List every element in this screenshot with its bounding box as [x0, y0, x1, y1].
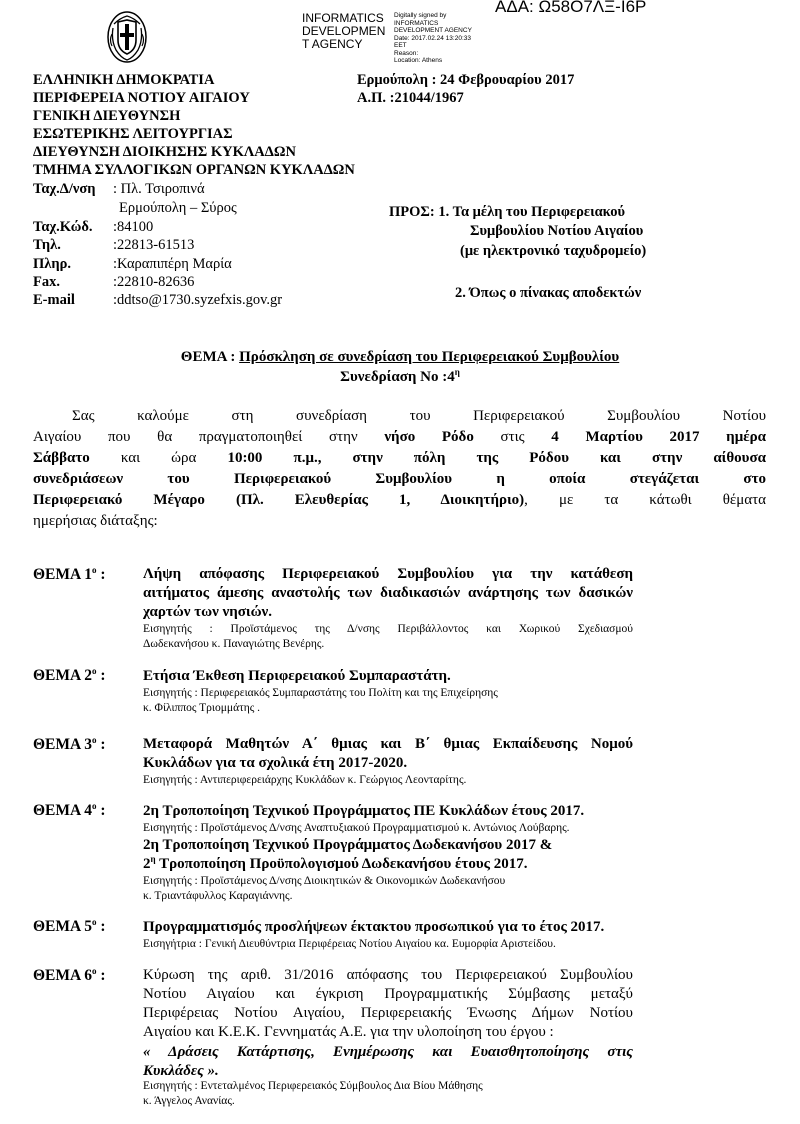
document-date: Ερμούπολη : 24 Φεβρουαρίου 2017 — [357, 72, 575, 88]
item-rapporteur: Εισηγητής : Περιφερειακός Συμπαραστάτης του Πολίτη και της Επιχείρησης — [143, 687, 498, 699]
item-title-line: Κυκλάδες ». — [143, 1063, 219, 1079]
item-title-line: « Δράσεις Κατάρτισης, Ενημέρωσης και Ευαισθητοποίησης στις — [143, 1044, 633, 1060]
item-label-sup: ο — [92, 565, 97, 575]
item-rapporteur: Εισηγητής : Εντεταλμένος Περιφερειακός Σύμβουλος Δια Βίου Μάθησης — [143, 1080, 483, 1092]
item-rapporteur: Εισηγητής : Αντιπεριφερειάρχης Κυκλάδων κ. Γεώργιος Λεονταρίτης. — [143, 774, 467, 786]
item-label-text: ΘΕΜΑ 1 — [33, 566, 92, 583]
item-label-text: ΘΕΜΑ 2 — [33, 667, 92, 684]
address-value: : Πλ. Τσιροπινά — [113, 181, 205, 197]
signature-organization — [302, 12, 385, 51]
intro-line — [33, 448, 766, 468]
intro-text: Αιγαίου που θα πραγματοποιηθεί στην — [33, 429, 385, 445]
signature-detail-line: Location: Athens — [394, 57, 443, 64]
postcode-value: :84100 — [113, 219, 154, 235]
intro-text: , με τα κάτωθι θέματα — [524, 492, 767, 508]
recipients-line: 2. Όπως ο πίνακας αποδεκτών — [455, 285, 642, 301]
signature-detail-line: EET — [394, 42, 407, 49]
signature-detail-line: Date: 2017.02.24 13:20:33 — [394, 34, 471, 42]
postcode-label: Ταχ.Κώδ. — [33, 219, 93, 235]
session-line — [0, 369, 800, 386]
signature-detail-line: Reason: — [394, 49, 419, 57]
intro-line: Σας καλούμε στη συνεδρίαση του Περιφερειακού Συμβουλίου Νοτίου — [72, 408, 766, 424]
protocol-number: Α.Π. :21044/1967 — [357, 90, 464, 106]
item-title-line: Μεταφορά Μαθητών Α΄ θμιας και Β΄ θμιας Εκπαίδευσης Νομού — [143, 736, 633, 752]
item-label-sup: ο — [92, 735, 97, 745]
item-rapporteur: κ. Φίλιππος Τριομμάτης . — [143, 702, 261, 714]
intro-bold: Σάββατο — [33, 450, 90, 466]
item-text-line: Αιγαίου και Κ.Ε.Κ. Γεννηματάς Α.Ε. για την υλοποίηση του έργου : — [143, 1024, 554, 1040]
email-value: :ddtso@1730.syzefxis.gov.gr — [113, 292, 283, 308]
signature-org-line: T AGENCY — [302, 37, 363, 51]
sender-line: ΕΣΩΤΕΡΙΚΗΣ ΛΕΙΤΟΥΡΓΙΑΣ — [33, 126, 233, 142]
address-city: Ερμούπολη – Σύρος — [119, 200, 237, 216]
phone-label: Τηλ. — [33, 237, 61, 253]
item-title-sup: η — [150, 854, 156, 864]
info-value: :Καραπιπέρη Μαρία — [113, 256, 232, 272]
recipients-line: ΠΡΟΣ: 1. Τα μέλη του Περιφερειακού — [389, 204, 626, 220]
intro-line: ημερήσιας διάταξης: — [33, 513, 158, 529]
item-title-line: 2η Τροποποίηση Τεχνικού Προγράμματος ΠΕ Κυκλάδων έτους 2017. — [143, 803, 585, 819]
item-title-line: χαρτών των νησιών. — [143, 604, 273, 620]
item-text-line: Κύρωση της αριθ. 31/2016 απόφασης του Περιφερειακού Συμβουλίου — [143, 967, 633, 983]
coat-of-arms-icon — [106, 10, 148, 64]
item-label-text: ΘΕΜΑ 6 — [33, 967, 92, 984]
sender-block — [33, 71, 355, 179]
item-label-text: ΘΕΜΑ 3 — [33, 736, 92, 753]
item-title-line: αιτήματος άμεσης αναστολής των διαδικασιών ανάρτησης των δασικών — [143, 585, 633, 601]
address-label: Ταχ.Δ/νση — [33, 181, 96, 197]
intro-line — [33, 490, 766, 510]
intro-text: στις — [473, 429, 552, 445]
signature-detail-line: INFORMATICS — [394, 19, 439, 27]
item-label: ΘΕΜΑ $6^o$ : — [33, 966, 106, 984]
item-label-sup: ο — [92, 966, 97, 976]
intro-line: συνεδριάσεων του Περιφερειακού Συμβουλίου η οποία στεγάζεται στο — [33, 471, 766, 487]
subject-prefix: ΘΕΜΑ : — [180, 349, 240, 365]
item-text-line: Περιφέρειας Νοτίου Αιγαίου, Περιφερειακής Ένωσης Δήμων Νοτίου — [143, 1005, 633, 1021]
item-text-line: Νοτίου Αιγαίου και έγκριση Προγραμματικής Σύμβασης μεταξύ — [143, 986, 633, 1002]
item-title-line — [143, 855, 527, 874]
intro-text: και ώρα — [89, 450, 228, 466]
item-rapporteur: Εισηγητής : Προϊστάμενος της Δ/νσης Περιβάλλοντος και Χωρικού Σχεδιασμού — [143, 623, 633, 635]
phone-value: :22813-61513 — [113, 237, 195, 253]
item-label-text: ΘΕΜΑ 5 — [33, 918, 92, 935]
recipients-line: (με ηλεκτρονικό ταχυδρομείο) — [460, 243, 647, 259]
fax-value: :22810-82636 — [113, 274, 195, 290]
item-label: ΘΕΜΑ $1^o$ : — [33, 565, 106, 583]
signature-org-line: DEVELOPMEN — [302, 24, 386, 38]
item-rapporteur: Εισηγήτρια : Γενική Διευθύντρια Περιφέρειας Νοτίου Αιγαίου κα. Ευμορφία Αριστείδου. — [143, 938, 556, 950]
item-rapporteur: Εισηγητής : Προϊστάμενος Δ/νσης Διοικητικών & Οικονομικών Δωδεκανήσου — [143, 875, 506, 887]
signature-detail-line: Digitally signed by — [394, 12, 447, 19]
item-rapporteur: Εισηγητής : Προϊστάμενος Δ/νσης Αναπτυξιακού Προγραμματισμού κ. Αντώνιος Λούβαρης. — [143, 822, 570, 834]
session-sup: η — [454, 367, 460, 377]
email-label: E-mail — [33, 292, 75, 308]
session-number: Συνεδρίαση Νο :4 — [340, 369, 455, 385]
info-label: Πληρ. — [33, 256, 72, 272]
item-title-line: 2η Τροποποίηση Τεχνικού Προγράμματος Δωδεκανήσου 2017 & — [143, 837, 553, 853]
intro-bold: Περιφερειακό Μέγαρο (Πλ. Ελευθερίας 1, Διοικητήριο) — [33, 492, 525, 508]
sender-line: ΓΕΝΙΚΗ ΔΙΕΥΘΥΝΣΗ — [33, 108, 181, 124]
item-title-text: Τροποποίηση Προϋπολογισμού Δωδεκανήσου έτους 2017. — [155, 856, 528, 872]
intro-line — [33, 427, 766, 447]
sender-line: ΠΕΡΙΦΕΡΕΙΑ ΝΟΤΙΟΥ ΑΙΓΑΙΟΥ — [33, 90, 250, 106]
intro-bold: 4 Μαρτίου 2017 ημέρα — [551, 429, 766, 445]
item-label: ΘΕΜΑ $2^o$ : — [33, 666, 106, 684]
ada-code: ΑΔΑ: Ω58Ο7ΛΞ-Ι6Ρ — [495, 0, 647, 16]
intro-bold: 10:00 π.μ., στην πόλη της Ρόδου και στην αίθουσα — [227, 450, 766, 466]
item-rapporteur: κ. Άγγελος Ανανίας. — [143, 1095, 235, 1107]
item-title-line: Λήψη απόφασης Περιφερειακού Συμβουλίου για την κατάθεση — [143, 566, 633, 582]
signature-org-line: INFORMATICS — [302, 11, 384, 25]
sender-line: ΕΛΛΗΝΙΚΗ ΔΗΜΟΚΡΑΤΙΑ — [33, 72, 215, 88]
fax-label: Fax. — [33, 274, 60, 290]
item-title-text: 2 — [143, 856, 151, 872]
item-label-sup: ο — [92, 666, 97, 676]
item-title-line: Ετήσια Έκθεση Περιφερειακού Συμπαραστάτη. — [143, 668, 451, 684]
item-title-line: Προγραμματισμός προσλήψεων έκτακτου προσωπικού για το έτος 2017. — [143, 919, 605, 935]
item-label-text: ΘΕΜΑ 4 — [33, 802, 92, 819]
signature-details — [394, 12, 472, 65]
subject-line — [0, 349, 800, 366]
item-title-line: Κυκλάδων για τα σχολικά έτη 2017-2020. — [143, 755, 408, 771]
sender-line: ΔΙΕΥΘΥΝΣΗ ΔΙΟΙΚΗΣΗΣ ΚΥΚΛΑΔΩΝ — [33, 144, 296, 160]
item-label: ΘΕΜΑ $5^o$ : — [33, 917, 106, 935]
recipients-line: Συμβουλίου Νοτίου Αιγαίου — [470, 223, 644, 239]
item-label: ΘΕΜΑ $4^o$ : — [33, 801, 106, 819]
item-label-sup: ο — [92, 801, 97, 811]
item-rapporteur: Δωδεκανήσου κ. Παναγιώτης Βενέρης. — [143, 638, 325, 650]
item-label: ΘΕΜΑ $3^o$ : — [33, 735, 106, 753]
item-label-sup: ο — [92, 917, 97, 927]
signature-detail-line: DEVELOPMENT AGENCY — [394, 27, 472, 34]
intro-bold: νήσο Ρόδο — [384, 429, 474, 445]
sender-line: ΤΜΗΜΑ ΣΥΛΛΟΓΙΚΩΝ ΟΡΓΑΝΩΝ ΚΥΚΛΑΔΩΝ — [33, 162, 355, 178]
subject-text: Πρόσκληση σε συνεδρίαση του Περιφερειακού Συμβουλίου — [239, 349, 620, 365]
item-rapporteur: κ. Τριαντάφυλλος Καραγιάννης. — [143, 890, 293, 902]
